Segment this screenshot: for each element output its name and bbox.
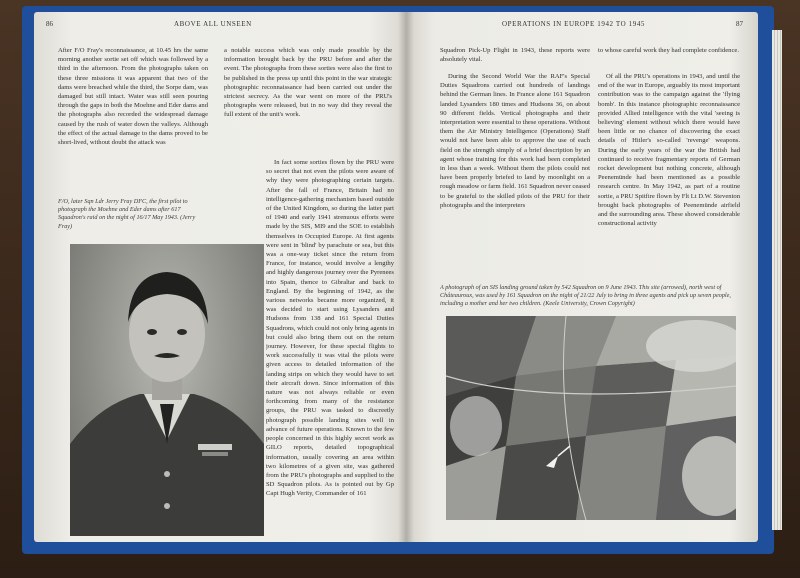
left-column-1-text: After F/O Fray's reconnaissance, at 10.45 hrs the same morning another sortie set off which was followed by a third in the afternoon. From the photographs taken on these three missions it was apparent that two of the dams were breached while the third, the Sorpe dam, was damaged but still intact. Water was still seen pouring through the gaps in both the Moehne and Eder dams and the photographs also recorded the widespread damage caused by the rush of water down the valleys. Although the effect of the actual damage to the dams proved to be short-lived, without doubt the attack was	[58, 47, 208, 147]
right-column-1-text: During the Second World War the RAF's Special Duties Squadrons carried out hundreds of landings behind the German lines. In France alone 161 Squadron landed Lysanders 180 times and Hudsons 36, on about 90 different fields. Vertical photographs and their interpretation were essential to these operations. Without them the Air Ministry Intelligence (Operations) Staff would not have been able to approve the use of each field on the strength simply of a brief description by an agent whose training for this work had been completed in less than a week. Without them the pilots could not have been properly briefed to land by moonlight on a rough meadow or farm field. 161 Squadron never ceased to be grateful to the skilled pilots of the PRU for their photographs and the interpreters	[440, 73, 590, 209]
left-column-2-text-2: In fact some sorties flown by the PRU were so secret that not even the pilots were aware of why they were photographing certain targets. After the fall of France, Britain had no intelligence-gathering mechanism based outside of the United Kingdom, so during the latter part of 1940 and early 1941 strenuous efforts were made by the SIS, MI9 and the SOE to establish themselves in Occupied Europe. At first agents were sent in 'blind' by parachute or sea, but this was a one-way ticket since the return from France, for instance, would involve a lengthy and highly dangerous journey over the Pyrenees into Spain, thence to Gibraltar and back to England. By the beginning of 1942, as the various networks became more organized, it was decided to start using Lysanders and Hudsons from 138 and 161 Special Duties Squadrons, which could not only bring agents in but could also bring them out on the return journey. However, for these special flights to work successfully it was vital the pilots were given access to detailed information of the landing strips on which they would have to set their aircraft down. Since information of this nature was not always reliable or even forthcoming from many of the resistance groups, the PRU was tasked to discreetly photograph possible landing sites well in advance of future operations. Known to the few people concerned in this highly secret work as GILO reports, detailed topographical information, usually covering an area within two kilometres of a given site, was gathered from the PRU's photographs and supplied to the SD Squadron pilots. As is pointed out by Gp Capt Hugh Verity, Commander of 161	[266, 159, 394, 498]
page-edges	[772, 30, 782, 530]
right-column-2-text: Of all the PRU's operations in 1943, and until the end of the war in Europe, arguably its most important contribution was to the campaign against the 'flying bomb'. In this instance photographic reconnaissance provided Allied intelligence with the vital 'seeing is believing' element without which there would have been little or no chance of discovering the exact details of Hitler's so-called 'revenge' weapons. During the early years of the war the British had continued to receive fragmentary reports of German rocket development but nothing concrete, although Peenemünde had been mentioned as a possible research centre. In May 1942, as part of a routine sortie, a PRU Spitfire flown by Flt Lt D.W. Steventon brought back photographs of Peenemünde airfield and the surrounding area. These showed considerable constructional activity	[598, 73, 740, 228]
left-page-number: 86	[46, 20, 53, 28]
portrait-photo	[70, 244, 264, 536]
right-page-number: 87	[736, 20, 743, 28]
left-running-head: ABOVE ALL UNSEEN	[174, 20, 252, 28]
left-page	[34, 12, 406, 542]
book-gutter	[398, 12, 414, 542]
right-running-head: OPERATIONS IN EUROPE 1942 TO 1945	[502, 20, 646, 28]
portrait-caption: F/O, later Sqn Ldr Jerry Fray DFC, the first pilot to photograph the Moehne and Eder dams after 617 Squadron's raid on the night of 16/17 May 1943. (Jerry Fray)	[58, 198, 196, 230]
left-column-2-text-1: a notable success which was only made possible by the information brought back by the PRU before and after the event. The photographs from these sorties were also the first to be published in the press up until this point in the war strategic photographic reconnaissance had been carried out under the strictest secrecy. As the war went on more of the PRU's photographs were released, but in no way did they reveal the full extent of the unit's work.	[224, 47, 392, 119]
right-column-1-top-text: Squadron Pick-Up Flight in 1943, these reports were absolutely vital.	[440, 47, 590, 64]
right-column-2-top-text: to whose careful work they had complete confidence.	[598, 47, 739, 54]
aerial-photo	[446, 316, 736, 520]
aerial-photo-caption: A photograph of an SIS landing ground taken by 542 Squadron on 9 June 1943. This site (arrowed), north west of Châteauroux, was used by 161 Squadron on the night of 21/22 July to bring in three agents and pick up seven people, including a mother and her two children. (Keele University, Crown Copyright)	[440, 284, 731, 308]
right-page	[406, 12, 758, 542]
